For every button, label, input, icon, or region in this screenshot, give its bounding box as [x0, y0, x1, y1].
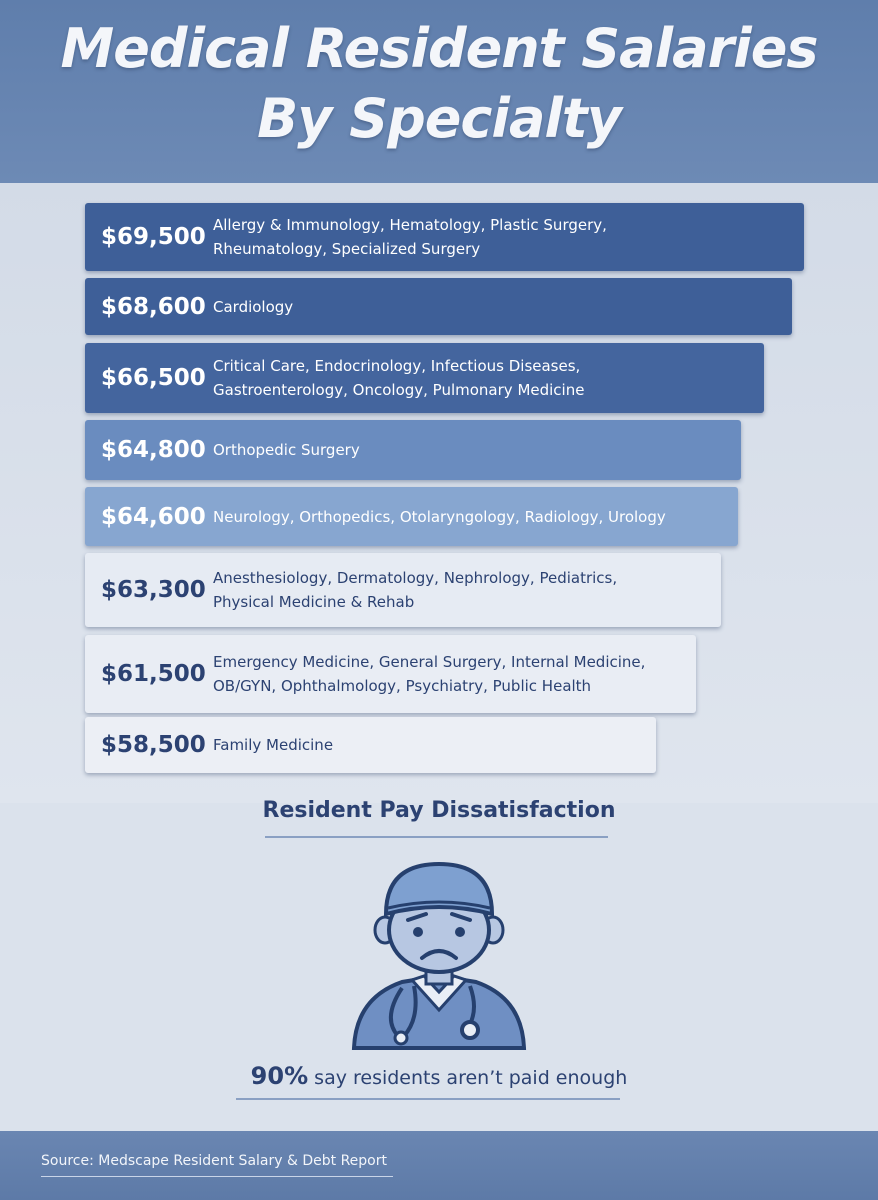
salary-bar [85, 635, 696, 713]
salary-bar [85, 278, 792, 335]
title-line-1: Medical Resident Salaries [60, 17, 818, 80]
bar-category-label: Allergy & Immunology, Hematology, Plastic Surgery, Rheumatology, Specialized Surgery [213, 216, 607, 258]
bar-category-label: Anesthesiology, Dermatology, Nephrology, Pediatrics, Physical Medicine & Rehab [213, 569, 618, 611]
title-line-2: By Specialty [257, 87, 621, 150]
bar-category-label: Orthopedic Surgery [213, 441, 360, 459]
salary-bar [85, 717, 656, 773]
bar-value-label: $69,500 [101, 224, 206, 250]
source-underline [41, 1176, 393, 1177]
salary-bar-chart [0, 183, 878, 803]
bar-value-label: $68,600 [101, 293, 206, 320]
stat-underline [236, 1098, 620, 1100]
bar-value-label: $61,500 [101, 661, 206, 687]
bar-category-label: Cardiology [213, 297, 294, 316]
dissatisfaction-underline [265, 836, 608, 838]
sad-doctor-icon [342, 858, 536, 1054]
salary-bar [85, 420, 741, 480]
bar-value-label: $63,300 [101, 577, 206, 603]
bar-category-label: Critical Care, Endocrinology, Infectious Diseases, Gastroenterology, Oncology, Pulmonary Medicine [213, 357, 585, 399]
bar-value-label: $64,800 [101, 437, 206, 463]
bar-value-label: $64,600 [101, 503, 206, 530]
source-citation: Source: Medscape Resident Salary & Debt Report [41, 1153, 387, 1169]
stat-percent: 90% [250, 1062, 309, 1090]
footer-banner [0, 1131, 878, 1200]
stat-text: say residents aren’t paid enough [308, 1067, 628, 1089]
dissatisfaction-stat [0, 1062, 878, 1090]
dissatisfaction-title: Resident Pay Dissatisfaction [262, 798, 616, 823]
bar-category-label: Neurology, Orthopedics, Otolaryngology, Radiology, Urology [213, 507, 666, 526]
bar-category-label: Family Medicine [213, 736, 334, 754]
salary-bar [85, 487, 738, 546]
page-title [0, 14, 878, 154]
salary-bar [85, 553, 721, 627]
bar-value-label: $66,500 [101, 365, 206, 391]
bar-value-label: $58,500 [101, 732, 206, 758]
bar-category-label: Emergency Medicine, General Surgery, Internal Medicine, OB/GYN, Ophthalmology, Psychiatry, Public Health [213, 653, 646, 695]
header-banner [0, 0, 878, 183]
salary-bar [85, 203, 804, 271]
salary-bar [85, 343, 764, 413]
